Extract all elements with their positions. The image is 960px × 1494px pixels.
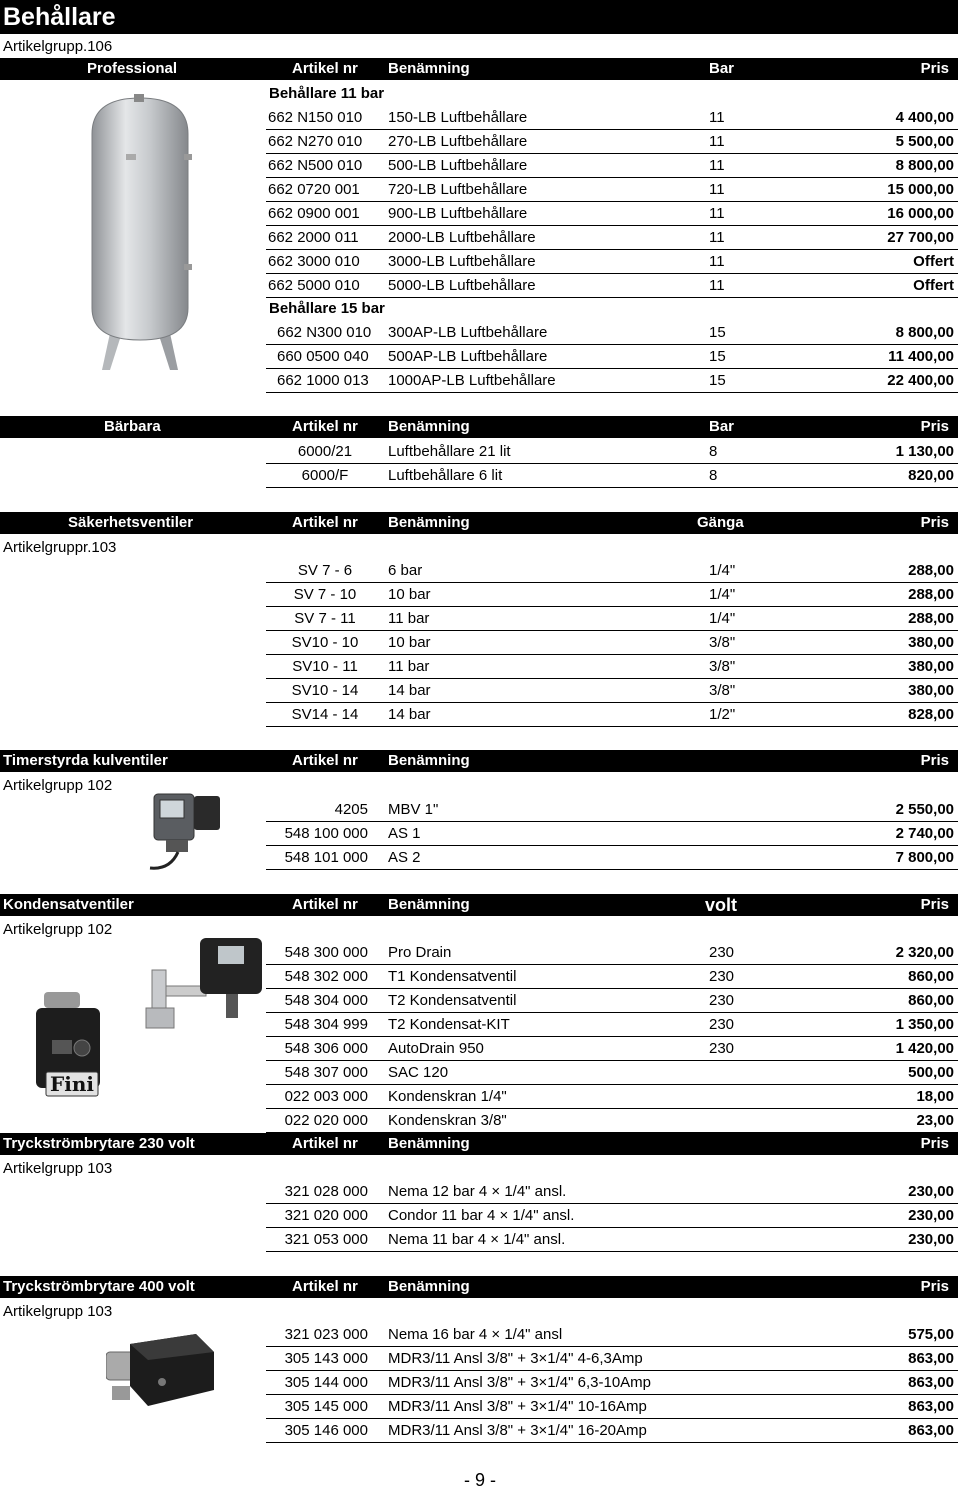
col-volt: volt [705,895,738,915]
section-title: Tryckströmbrytare 400 volt [3,1278,195,1295]
table-row [266,798,958,822]
item-name: SAC 120 [388,1064,449,1081]
item-price: 863,00 [908,1398,954,1415]
section-header-safety-valves [0,512,958,534]
table-row [266,846,958,870]
item-spec: 15 [709,372,726,389]
table-row [266,130,958,154]
article-number: SV10 - 14 [291,682,359,699]
item-spec: 11 [709,253,725,270]
item-price: 1 130,00 [895,443,954,460]
article-group-label: Artikelgrupp.106 [3,38,113,55]
item-name: Luftbehållare 21 lit [388,443,511,460]
item-name: Nema 12 bar 4 × 1/4" ansl. [388,1183,567,1200]
item-spec: 230 [709,968,735,985]
item-price: 8 800,00 [895,157,954,174]
col-price: Pris [920,60,949,77]
item-name: Nema 16 bar 4 × 1/4" ansl [388,1326,563,1343]
table-row [266,1395,958,1419]
col-price: Pris [920,896,949,913]
item-spec: 3/8" [709,634,736,651]
item-name: AutoDrain 950 [388,1040,484,1057]
item-price: 2 320,00 [895,944,954,961]
item-name: MDR3/11 Ansl 3/8" + 3×1/4" 6,3-10Amp [388,1374,652,1391]
col-article: Artikel nr [292,896,358,913]
item-price: 15 000,00 [887,181,954,198]
item-price: 288,00 [908,562,954,579]
item-name: AS 1 [388,825,421,842]
article-number: 548 304 999 [284,1016,368,1033]
item-price: 8 800,00 [895,324,954,341]
table-row [266,1085,958,1109]
item-price: 380,00 [908,682,954,699]
table-row [266,274,958,298]
article-number: 321 028 000 [284,1183,368,1200]
article-number: 305 145 000 [284,1398,368,1415]
brand-label: Fini [50,1072,94,1096]
table-row [266,1061,958,1085]
item-spec: 1/4" [709,610,736,627]
section-title: Professional [87,60,178,77]
article-number: 321 023 000 [284,1326,368,1343]
item-price: 23,00 [916,1112,954,1129]
item-name: AS 2 [388,849,421,866]
article-number: SV 7 - 6 [297,562,353,579]
table-row [266,607,958,631]
subheading-11-bar: Behållare 11 bar [269,85,385,102]
item-spec: 230 [709,1016,735,1033]
article-number: 662 1000 013 [277,372,369,389]
section-title: Timerstyrda kulventiler [3,752,168,769]
item-name: 11 bar [388,610,430,627]
item-price: 7 800,00 [895,849,954,866]
item-price: 230,00 [908,1183,954,1200]
table-row [266,321,958,345]
item-price: 4 400,00 [895,109,954,126]
table-row [266,440,958,464]
article-number: 321 020 000 [284,1207,368,1224]
item-price: 380,00 [908,634,954,651]
col-bar: Bar [709,60,735,77]
item-price: 288,00 [908,610,954,627]
col-article: Artikel nr [292,1278,358,1295]
item-name: T2 Kondensat-KIT [388,1016,510,1033]
item-price: 380,00 [908,658,954,675]
section-header-pressure-switch-230v [0,1133,958,1155]
article-number: 662 3000 010 [268,253,360,270]
item-name: 1000AP-LB Luftbehållare [388,372,556,389]
item-name: 720-LB Luftbehållare [388,181,528,198]
item-name: 2000-LB Luftbehållare [388,229,536,246]
article-number: SV 7 - 11 [294,610,356,627]
item-spec: 3/8" [709,682,736,699]
item-name: 270-LB Luftbehållare [388,133,528,150]
item-spec: 8 [709,467,718,484]
timer-valve-image [140,786,234,874]
item-spec: 230 [709,944,735,961]
section-title: Säkerhetsventiler [68,514,194,531]
table-row [266,1323,958,1347]
col-price: Pris [920,514,949,531]
item-spec: 15 [709,348,726,365]
article-number: 662 0900 001 [268,205,360,222]
table-row [266,965,958,989]
item-name: MDR3/11 Ansl 3/8" + 3×1/4" 4-6,3Amp [388,1350,643,1367]
table-row [266,464,958,488]
article-number: 548 302 000 [284,968,368,985]
item-spec: 1/2" [709,706,736,723]
table-row [266,1228,958,1252]
table-row [266,655,958,679]
article-number: 4205 [334,801,368,818]
section-title: Tryckströmbrytare 230 volt [3,1135,195,1152]
item-price: 230,00 [908,1207,954,1224]
item-spec: 11 [709,229,725,246]
table-row [266,1347,958,1371]
article-number: 548 304 000 [284,992,368,1009]
table-row [266,679,958,703]
item-spec: 11 [709,109,725,126]
col-article: Artikel nr [292,418,358,435]
article-number: SV10 - 11 [292,658,358,675]
item-price: 860,00 [908,968,954,985]
item-spec: 3/8" [709,658,736,675]
item-price: 288,00 [908,586,954,603]
item-price: Offert [913,253,954,270]
table-row [266,1109,958,1133]
col-article: Artikel nr [292,514,358,531]
article-number: 662 N500 010 [268,157,363,174]
article-number: SV10 - 10 [291,634,359,651]
table-row [266,226,958,250]
article-number: 662 0720 001 [268,181,360,198]
item-name: Pro Drain [388,944,452,961]
item-spec: 11 [709,181,725,198]
article-number: 6000/F [301,467,349,484]
section-header-condensate-valves [0,894,958,916]
col-price: Pris [920,418,949,435]
article-number: 662 N300 010 [277,324,372,341]
item-price: 18,00 [916,1088,954,1105]
article-number: 305 143 000 [284,1350,368,1367]
item-price: Offert [913,277,954,294]
item-name: T2 Kondensatventil [388,992,517,1009]
col-article: Artikel nr [292,60,358,77]
item-price: 1 350,00 [895,1016,954,1033]
item-name: Kondenskran 3/8" [388,1112,507,1129]
air-receiver-tank-image [80,94,200,376]
table-row [266,369,958,393]
article-number: 662 N270 010 [268,133,363,150]
table-row [266,1013,958,1037]
item-price: 27 700,00 [887,229,954,246]
fini-condensate-drain-image [30,992,110,1104]
table-row [266,154,958,178]
item-spec: 15 [709,324,726,341]
item-spec: 11 [709,157,725,174]
table-row [266,1419,958,1443]
article-number: 321 053 000 [284,1231,368,1248]
item-spec: 1/4" [709,562,736,579]
col-bar: Bar [709,418,735,435]
section-header-timer-valves [0,750,958,772]
item-name: 300AP-LB Luftbehållare [388,324,548,341]
item-name: Condor 11 bar 4 × 1/4" ansl. [388,1207,575,1224]
item-name: 150-LB Luftbehållare [388,109,528,126]
item-name: 500AP-LB Luftbehållare [388,348,548,365]
col-name: Benämning [388,1278,470,1295]
item-price: 2 740,00 [895,825,954,842]
article-group-label: Artikelgrupp 103 [3,1303,113,1320]
col-price: Pris [920,1135,949,1152]
item-name: 5000-LB Luftbehållare [388,277,536,294]
section-title: Bärbara [104,418,161,435]
article-group-label: Artikelgrupp 103 [3,1160,113,1177]
item-price: 16 000,00 [887,205,954,222]
item-name: MDR3/11 Ansl 3/8" + 3×1/4" 16-20Amp [388,1422,647,1439]
item-spec: 8 [709,443,718,460]
item-name: MDR3/11 Ansl 3/8" + 3×1/4" 10-16Amp [388,1398,647,1415]
table-row [266,1037,958,1061]
item-price: 863,00 [908,1374,954,1391]
table-row [266,202,958,226]
item-name: Luftbehållare 6 lit [388,467,503,484]
article-number: 548 300 000 [284,944,368,961]
table-row [266,1204,958,1228]
table-row [266,583,958,607]
article-group-label: Artikelgrupp 102 [3,777,113,794]
item-price: 860,00 [908,992,954,1009]
pressure-switch-image [106,1330,216,1410]
article-number: 305 146 000 [284,1422,368,1439]
col-name: Benämning [388,418,470,435]
article-number: 548 306 000 [284,1040,368,1057]
item-price: 11 400,00 [888,348,954,365]
table-row [266,989,958,1013]
page-title: Behållare [0,0,958,34]
col-name: Benämning [388,752,470,769]
col-thread: Gänga [697,514,744,531]
item-spec: 1/4" [709,586,736,603]
item-name: 3000-LB Luftbehållare [388,253,536,270]
table-row [266,941,958,965]
item-price: 863,00 [908,1422,954,1439]
table-row [266,178,958,202]
section-header-pressure-switch-400v [0,1276,958,1298]
col-price: Pris [920,1278,949,1295]
article-number: 660 0500 040 [277,348,369,365]
col-name: Benämning [388,514,470,531]
table-row [266,250,958,274]
item-price: 863,00 [908,1350,954,1367]
article-number: 022 020 000 [284,1112,368,1129]
item-name: 10 bar [388,634,431,651]
item-price: 2 550,00 [895,801,954,818]
section-header-barbara [0,416,958,438]
item-price: 575,00 [908,1326,954,1343]
article-number: 022 003 000 [284,1088,368,1105]
item-price: 828,00 [908,706,954,723]
item-name: 6 bar [388,562,423,579]
col-name: Benämning [388,60,470,77]
col-article: Artikel nr [292,1135,358,1152]
item-name: 500-LB Luftbehållare [388,157,528,174]
item-price: 22 400,00 [887,372,954,389]
article-number: 662 N150 010 [268,109,363,126]
item-name: Kondenskran 1/4" [388,1088,507,1105]
section-header-professional [0,58,958,80]
item-spec: 11 [709,277,725,294]
article-number: 548 307 000 [284,1064,368,1081]
col-name: Benämning [388,896,470,913]
item-name: 11 bar [388,658,430,675]
col-article: Artikel nr [292,752,358,769]
item-name: 14 bar [388,706,431,723]
col-price: Pris [920,752,949,769]
table-row [266,1180,958,1204]
article-number: SV14 - 14 [291,706,359,723]
table-row [266,703,958,727]
col-name: Benämning [388,1135,470,1152]
article-number: 6000/21 [297,443,353,460]
item-price: 500,00 [908,1064,954,1081]
subheading-15-bar: Behållare 15 bar [269,300,385,317]
article-number: 662 2000 011 [268,229,359,246]
table-row [266,345,958,369]
table-row [266,822,958,846]
item-spec: 230 [709,1040,735,1057]
article-number: SV 7 - 10 [293,586,357,603]
article-group-label: Artikelgrupp 102 [3,921,113,938]
table-row [266,631,958,655]
article-group-label: Artikelgruppr.103 [3,539,117,556]
item-price: 1 420,00 [895,1040,954,1057]
item-spec: 230 [709,992,735,1009]
table-row [266,106,958,130]
item-spec: 11 [709,133,725,150]
item-price: 5 500,00 [895,133,954,150]
item-price: 820,00 [908,467,954,484]
item-spec: 11 [709,205,725,222]
page-number: - 9 - [463,1470,496,1490]
article-number: 548 100 000 [284,825,368,842]
section-title: Kondensatventiler [3,896,134,913]
item-price: 230,00 [908,1231,954,1248]
item-name: 14 bar [388,682,431,699]
article-number: 548 101 000 [284,849,368,866]
item-name: Nema 11 bar 4 × 1/4" ansl. [388,1231,566,1248]
table-row [266,559,958,583]
condensate-valve-image [130,930,270,1045]
item-name: 10 bar [388,586,431,603]
item-name: T1 Kondensatventil [388,968,517,985]
item-name: MBV 1" [388,801,439,818]
article-number: 662 5000 010 [268,277,360,294]
item-name: 900-LB Luftbehållare [388,205,528,222]
article-number: 305 144 000 [284,1374,368,1391]
table-row [266,1371,958,1395]
